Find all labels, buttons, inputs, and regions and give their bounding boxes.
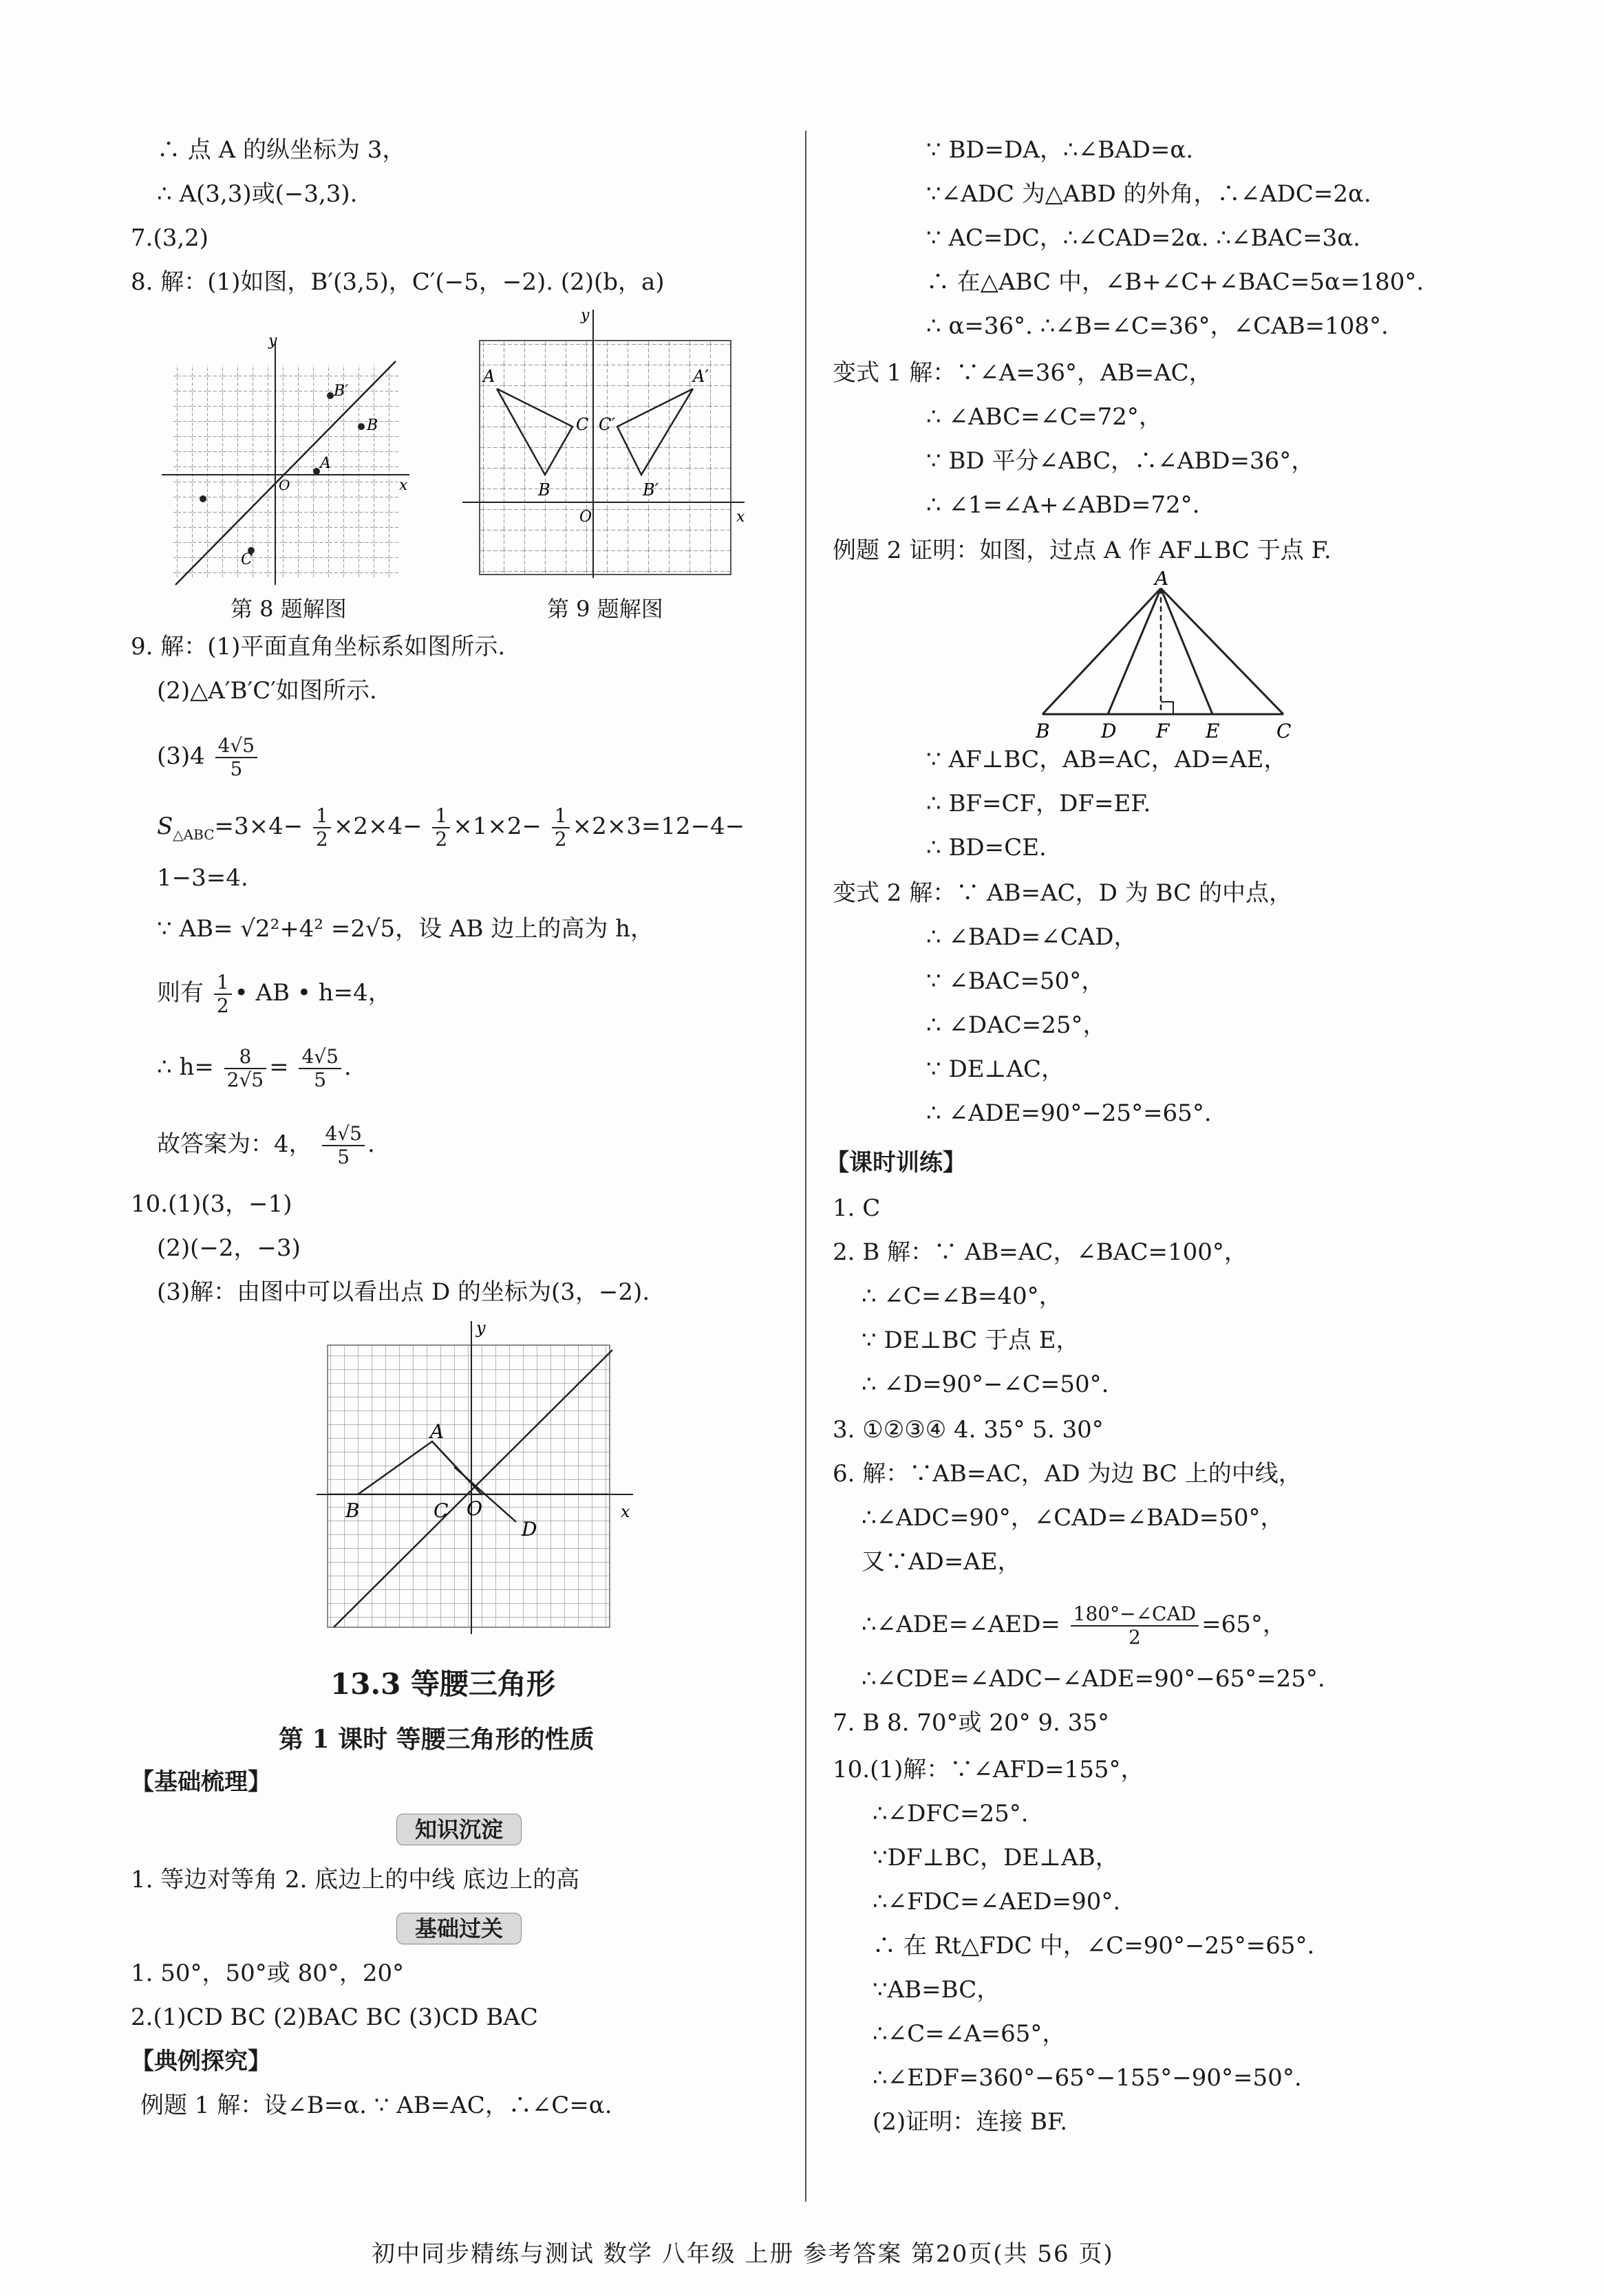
text-line: ∴∠CDE=∠ADC−∠ADE=90°−65°=25°. xyxy=(862,1665,1325,1693)
fig8-label-A: A xyxy=(320,455,331,472)
tri-label-B: B xyxy=(1036,720,1050,740)
text-line: ∴ ∠D=90°−∠C=50°. xyxy=(862,1371,1109,1398)
fraction xyxy=(552,805,570,850)
text-line xyxy=(157,735,260,780)
fig8-label-x: x xyxy=(399,477,408,494)
numerator: 1 xyxy=(432,805,450,828)
text-line: (2)(−2，−3) xyxy=(157,1234,301,1262)
fig8-label-O: O xyxy=(279,477,290,493)
denominator: 2 xyxy=(554,828,567,850)
figure-8-caption: 第 8 题解图 xyxy=(231,596,347,622)
fig8-label-Bprime: B′ xyxy=(334,383,349,400)
denominator: 2 xyxy=(316,828,328,850)
text-part: 则有 xyxy=(157,979,204,1007)
text-line: ∵ DE⊥AC， xyxy=(926,1055,1065,1083)
fig9-label-Bprime: B′ xyxy=(643,480,659,500)
fig10-label-O: O xyxy=(467,1497,482,1520)
denominator: 2 xyxy=(216,994,229,1017)
text-line: ∵ AC=DC，∴∠CAD=2α. ∴∠BAC=3α. xyxy=(926,224,1360,252)
text-line: 10.(1)(3，−1) xyxy=(131,1190,292,1218)
text-part: ×2×4− xyxy=(333,813,423,840)
text-part: ×1×2− xyxy=(453,813,542,840)
text-line: ∴ 在 Rt△FDC 中，∠C=90°−25°=65°. xyxy=(873,1932,1315,1960)
text-part: 故答案为：4， xyxy=(157,1130,312,1158)
fig10-label-D: D xyxy=(522,1518,537,1541)
numerator: 4√5 xyxy=(322,1123,364,1146)
text-line: 6. 解：∵AB=AC，AD 为边 BC 上的中线， xyxy=(833,1460,1302,1488)
text-line: ∵ DE⊥BC 于点 E， xyxy=(862,1327,1080,1354)
denominator: 5 xyxy=(230,758,243,780)
figure-9-caption: 第 9 题解图 xyxy=(547,596,663,622)
text-line: ∴ ∠BAD=∠CAD， xyxy=(926,923,1137,951)
text-line: ∵ AF⊥BC，AB=AC，AD=AE， xyxy=(926,746,1287,773)
text-line: ∴ 点 A 的纵坐标为 3， xyxy=(157,136,406,164)
text-line: ∴ BF=CF，DF=EF. xyxy=(926,790,1151,817)
text-line: ∵ BD 平分∠ABC，∴∠ABD=36°， xyxy=(926,447,1315,475)
denominator: 2√5 xyxy=(226,1069,264,1091)
text-line: ∴ ∠C=∠B=40°， xyxy=(862,1283,1062,1310)
text-part: = xyxy=(269,1053,289,1081)
fraction xyxy=(224,1046,266,1091)
text-line: (2)证明：连接 BF. xyxy=(873,2108,1068,2136)
text-line: ∴ BD=CE. xyxy=(926,834,1047,861)
text-line: ∴ α=36°. ∴∠B=∠C=36°，∠CAB=108°. xyxy=(926,312,1389,340)
fig10-label-A: A xyxy=(430,1420,445,1443)
text-part: • AB • h=4， xyxy=(234,979,392,1007)
fig8-label-B: B xyxy=(367,417,378,434)
heading-lesson-training: 【课时训练】 xyxy=(826,1149,966,1177)
fig10-label-x: x xyxy=(621,1502,630,1521)
figure-9-grid xyxy=(462,303,751,592)
fraction xyxy=(214,972,232,1017)
text-part: =65°， xyxy=(1201,1611,1286,1638)
fig10-label-B: B xyxy=(345,1499,360,1522)
text-line: ∴∠EDF=360°−65°−155°−90°=50°. xyxy=(873,2064,1302,2092)
numerator: 4√5 xyxy=(299,1046,341,1069)
figure-triangle xyxy=(1025,571,1301,740)
text-line: 1−3=4. xyxy=(157,864,248,892)
tri-label-F: F xyxy=(1156,720,1170,740)
denominator: 5 xyxy=(314,1069,327,1091)
text-part: S xyxy=(157,813,173,840)
text-line: ∵ AB= √2²+4² =2√5，设 AB 边上的高为 h， xyxy=(157,915,654,943)
text-line: ∴ ∠1=∠A+∠ABD=72°. xyxy=(926,491,1200,519)
fig9-label-Aprime: A′ xyxy=(693,367,709,386)
fraction xyxy=(322,1123,364,1168)
numerator: 4√5 xyxy=(215,735,257,758)
text-line: 又∵AD=AE， xyxy=(862,1548,1021,1576)
fig10-label-C: C xyxy=(434,1499,449,1522)
section-title: 13.3 等腰三角形 xyxy=(330,1667,555,1701)
fig9-label-C: C xyxy=(576,415,589,434)
numerator: 180°−∠CAD xyxy=(1071,1603,1199,1627)
text-line: ∵∠ADC 为△ABD 的外角，∴∠ADC=2α. xyxy=(926,180,1371,208)
text-line: 10.(1)解：∵∠AFD=155°， xyxy=(833,1756,1144,1783)
pill-basic-pass: 基础过关 xyxy=(396,1913,522,1944)
fraction xyxy=(313,805,331,850)
fraction xyxy=(432,805,450,850)
text-line: 例题 1 解：设∠B=α. ∵ AB=AC，∴∠C=α. xyxy=(140,2092,612,2119)
text-line: ∴ ∠DAC=25°， xyxy=(926,1011,1106,1039)
pill-knowledge: 知识沉淀 xyxy=(396,1814,522,1845)
text-line: 9. 解：(1)平面直角坐标系如图所示. xyxy=(131,633,506,661)
text-line: 变式 2 解：∵ AB=AC，D 为 BC 的中点， xyxy=(833,879,1292,907)
text-line: 变式 1 解：∵∠A=36°，AB=AC， xyxy=(833,359,1212,387)
text-part: ×2×3=12−4− xyxy=(572,813,745,840)
text-line: ∵ BD=DA，∴∠BAD=α. xyxy=(926,136,1194,164)
text-line: 2.(1)CD BC (2)BAC BC (3)CD BAC xyxy=(131,2004,538,2031)
text-line: 1. 等边对等角 2. 底边上的中线 底边上的高 xyxy=(131,1866,580,1893)
text-part: ∴∠ADE=∠AED= xyxy=(862,1611,1060,1638)
fig9-label-y: y xyxy=(581,307,590,324)
text-part: ∴ h= xyxy=(157,1053,214,1081)
figure-8-grid xyxy=(162,330,416,592)
text-line: ∴∠C=∠A=65°， xyxy=(873,2020,1066,2048)
text-line xyxy=(157,1046,352,1091)
text-line: ∴ ∠ABC=∠C=72°， xyxy=(926,403,1162,431)
text-line: 1. C xyxy=(833,1194,881,1222)
fig9-label-Cprime: C′ xyxy=(599,415,615,434)
text-line xyxy=(157,972,392,1017)
text-line xyxy=(157,805,745,850)
fraction xyxy=(299,1046,341,1091)
subsection-title: 第 1 课时 等腰三角形的性质 xyxy=(279,1725,595,1754)
text-line: ∵DF⊥BC，DE⊥AB， xyxy=(873,1844,1119,1871)
heading-basic-review: 【基础梳理】 xyxy=(131,1768,271,1796)
numerator: 1 xyxy=(552,805,570,828)
text-line: 例题 2 证明：如图，过点 A 作 AF⊥BC 于点 F. xyxy=(833,537,1332,564)
text-line xyxy=(862,1603,1286,1649)
fraction xyxy=(1071,1603,1199,1649)
text-line: 8. 解：(1)如图，B′(3,5)，C′(−5，−2). (2)(b，a) xyxy=(131,268,665,296)
text-line: ∴ ∠ADE=90°−25°=65°. xyxy=(926,1099,1212,1127)
fig8-label-C: C xyxy=(241,551,253,568)
page-footer: 初中同步精练与测试 数学 八年级 上册 参考答案 第20页(共 56 页) xyxy=(372,2240,1114,2268)
text-line: 7.(3,2) xyxy=(131,224,209,252)
fig10-label-y: y xyxy=(476,1318,486,1338)
text-line: ∴∠DFC=25°. xyxy=(873,1800,1029,1827)
text-line: (2)△A′B′C′如图所示. xyxy=(157,677,377,705)
text-part: . xyxy=(367,1130,375,1158)
numerator: 8 xyxy=(224,1046,266,1069)
text-line: ∴ A(3,3)或(−3,3). xyxy=(157,180,358,208)
text-part: . xyxy=(343,1053,352,1081)
denominator: 2 xyxy=(435,828,448,850)
text-line: ∴∠FDC=∠AED=90°. xyxy=(873,1888,1121,1916)
text-line: 3. ①②③④ 4. 35° 5. 30° xyxy=(833,1416,1104,1444)
text-part: △ABC xyxy=(173,826,215,843)
numerator: 1 xyxy=(214,972,232,995)
text-line: (3)解：由图中可以看出点 D 的坐标为(3，−2). xyxy=(157,1278,650,1306)
tri-label-D: D xyxy=(1101,720,1117,740)
text-line: 7. B 8. 70°或 20° 9. 35° xyxy=(833,1709,1109,1737)
numerator: 1 xyxy=(313,805,331,828)
text-line: 2. B 解：∵ AB=AC，∠BAC=100°， xyxy=(833,1238,1248,1266)
text-line: 1. 50°，50°或 80°，20° xyxy=(131,1960,405,1987)
column-divider xyxy=(805,131,806,2202)
text-part: (3)4 xyxy=(157,742,205,770)
fraction xyxy=(215,735,257,780)
heading-examples: 【典例探究】 xyxy=(131,2048,271,2075)
fig9-label-B: B xyxy=(538,480,550,500)
denominator: 5 xyxy=(337,1146,350,1168)
text-line: ∴∠ADC=90°，∠CAD=∠BAD=50°， xyxy=(862,1504,1284,1532)
fig8-label-y: y xyxy=(268,332,277,350)
tri-label-C: C xyxy=(1276,720,1292,740)
text-line: ∵ ∠BAC=50°， xyxy=(926,967,1105,995)
text-line xyxy=(157,1123,375,1168)
figure-10-grid xyxy=(317,1314,647,1638)
tri-label-A: A xyxy=(1155,571,1169,590)
text-line: ∵AB=BC， xyxy=(873,1976,1001,2004)
text-part: =3×4− xyxy=(214,813,303,840)
fig9-label-x: x xyxy=(736,508,745,526)
text-line: ∴ 在△ABC 中，∠B+∠C+∠BAC=5α=180°. xyxy=(926,268,1424,296)
tri-label-E: E xyxy=(1206,720,1220,740)
fig9-label-O: O xyxy=(579,508,592,526)
fig9-label-A: A xyxy=(483,367,495,386)
denominator: 2 xyxy=(1128,1626,1141,1649)
